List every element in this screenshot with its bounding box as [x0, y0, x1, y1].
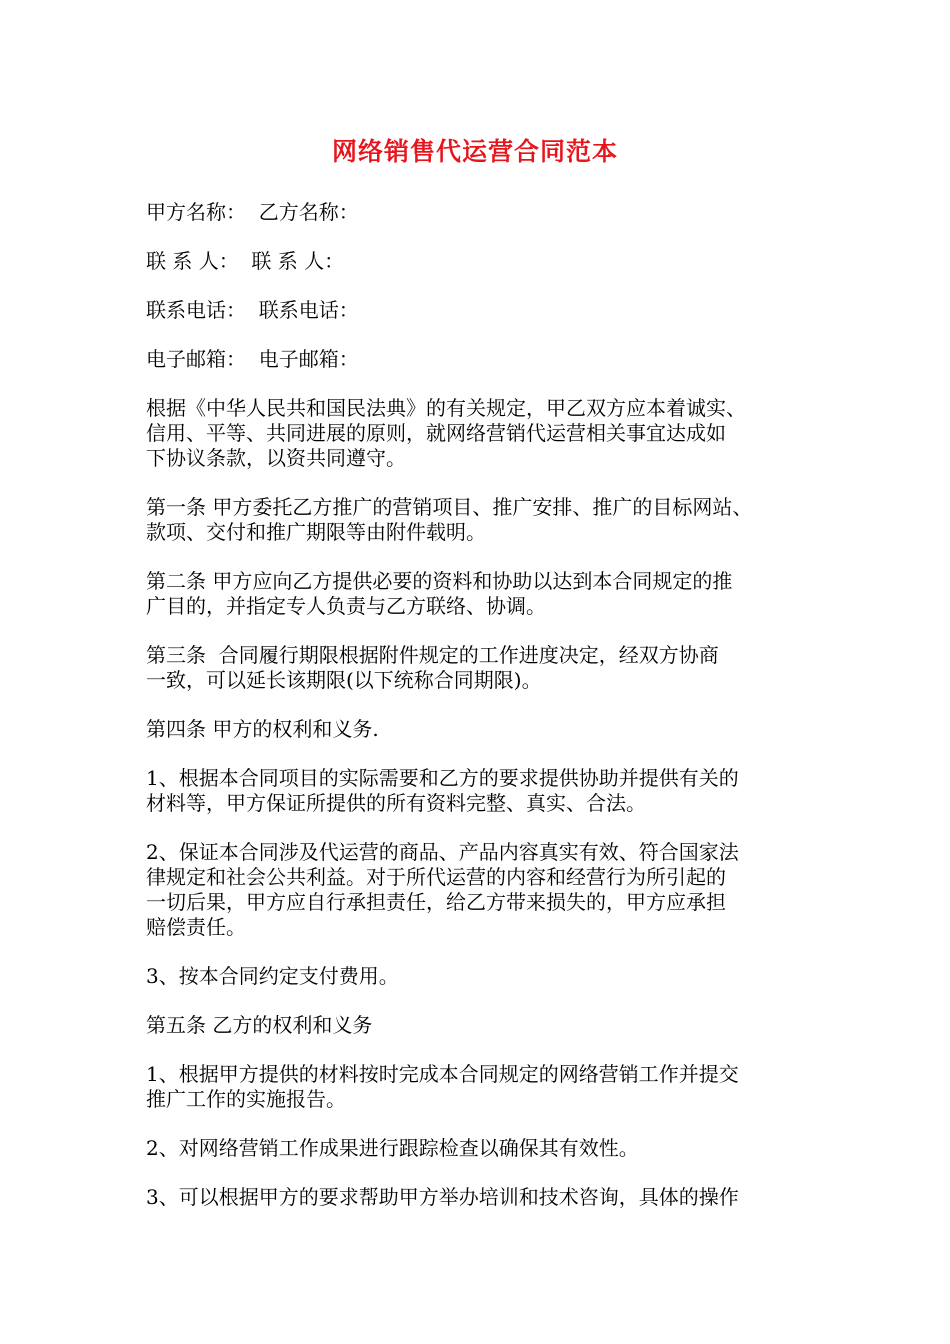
- document-title: 网络销售代运营合同范本: [331, 137, 618, 166]
- article-5-item-2: 2、对网络营销工作成果进行跟踪检查以确保其有效性。: [146, 1136, 639, 1160]
- article-4-item-2: 2、保证本合同涉及代运营的商品、产品内容真实有效、符合国家法 律规定和社会公共利益。对于所代运营的内容和经营行为所引起的 一切后果，甲方应自行承担责任，给乙方带来损失的，甲方应承担 赔偿责任。: [146, 840, 739, 939]
- article-1-paragraph: 第一条 甲方委托乙方推广的营销项目、推广安排、推广的目标网站、 款项、交付和推广期限等由附件载明。: [146, 495, 753, 544]
- contact-phone-line: 联系电话： 联系电话：: [146, 298, 359, 322]
- article-5-item-1: 1、根据甲方提供的材料按时完成本合同规定的网络营销工作并提交 推广工作的实施报告。: [146, 1062, 739, 1111]
- article-4-item-1: 1、根据本合同项目的实际需要和乙方的要求提供协助并提供有关的 材料等，甲方保证所提供的所有资料完整、真实、合法。: [146, 766, 739, 815]
- article-2-paragraph: 第二条 甲方应向乙方提供必要的资料和协助以达到本合同规定的推 广目的，并指定专人负责与乙方联络、协调。: [146, 569, 733, 618]
- preamble-paragraph: 根据《中华人民共和国民法典》的有关规定，甲乙双方应本着诚实、 信用、平等、共同进展的原则，就网络营销代运营相关事宜达成如 下协议条款，以资共同遵守。: [146, 396, 746, 470]
- article-4-heading: 第四条 甲方的权利和义务.: [146, 717, 379, 741]
- document-body: [146, 200, 836, 1234]
- contact-person-line: 联 系 人： 联 系 人：: [146, 249, 345, 273]
- article-3-paragraph: 第三条 合同履行期限根据附件规定的工作进度决定，经双方协商 一致，可以延长该期限(以下统称合同期限)。: [146, 643, 719, 692]
- article-5-item-3: 3、可以根据甲方的要求帮助甲方举办培训和技术咨询，具体的操作: [146, 1185, 739, 1209]
- party-name-line: 甲方名称： 乙方名称：: [146, 200, 359, 224]
- article-5-heading: 第五条 乙方的权利和义务: [146, 1013, 373, 1037]
- article-4-item-3: 3、按本合同约定支付费用。: [146, 964, 399, 988]
- email-line: 电子邮箱： 电子邮箱：: [146, 347, 359, 371]
